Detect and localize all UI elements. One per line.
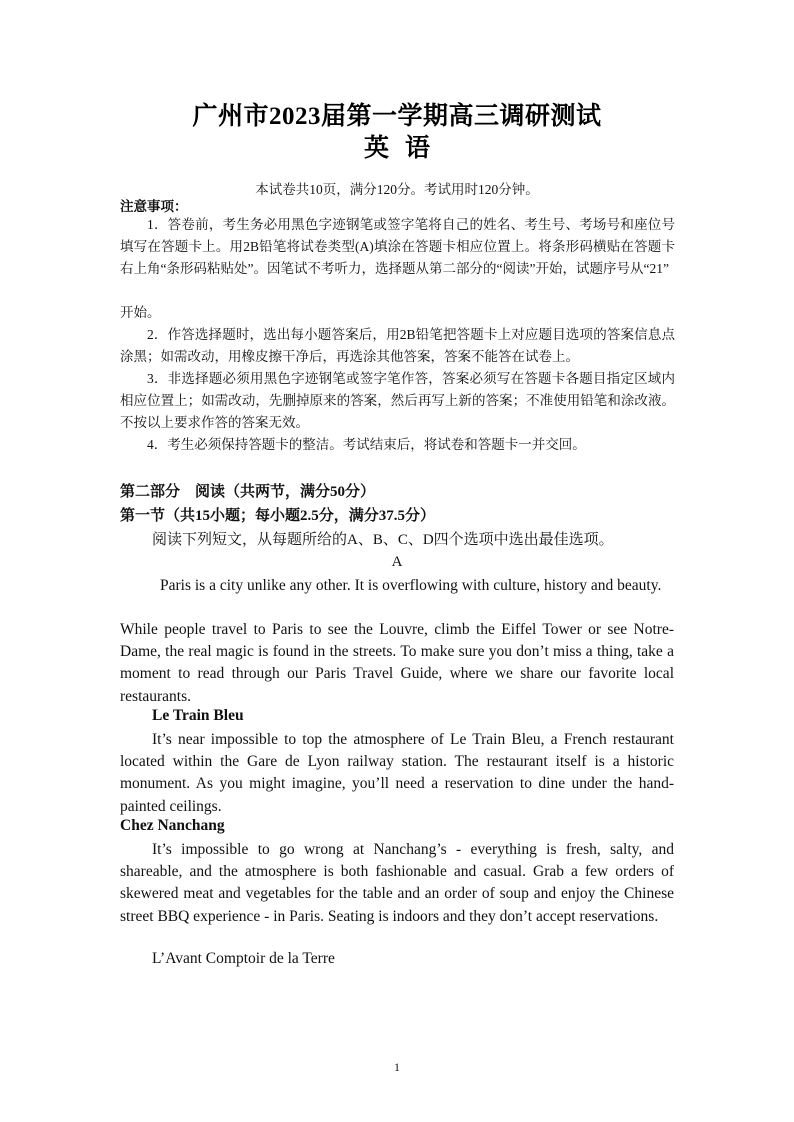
passage-intro-2: While people travel to Paris to see the Louvre, climb the Eiffel Tower or see Notre-Dame, the real magic is found in the streets. To make sure you don’t miss a thing, take a moment to read through our Paris Travel Guide, where we share our favorite local restaurants. [120, 621, 674, 705]
restaurant-2-name: Chez Nanchang [120, 817, 225, 834]
passage-letter: A [391, 554, 403, 570]
notice-item-2: 2．作答选择题时，选出每小题答案后，用2B铅笔把答题卡上对应题目选项的答案信息点涂黑；如需改动，用橡皮擦干净后，再选涂其他答案，答案不能答在试卷上。 [120, 327, 675, 364]
restaurant-1-name: Le Train Bleu [152, 707, 244, 724]
reading-direction: 阅读下列短文，从每题所给的A、B、C、D四个选项中选出最佳选项。 [152, 532, 614, 548]
part-heading: 第二部分 阅读（共两节，满分50分） [120, 484, 376, 500]
passage-intro-1: Paris is a city unlike any other. It is overflowing with culture, history and beauty. [160, 577, 662, 594]
notice-heading: 注意事项： [120, 199, 188, 214]
exam-subject: 英语 [363, 135, 446, 162]
notice-item-3: 3．非选择题必须用黑色字迹钢笔或签字笔作答，答案必须写在答题卡各题目指定区域内相应位置上；如需改动，先删掉原来的答案，然后再写上新的答案；不准使用铅笔和涂改液。不按以上要求作答的答案无效。 [120, 371, 675, 430]
notice-item-4: 4．考生必须保持答题卡的整洁。考试结束后，将试卷和答题卡一并交回。 [147, 437, 586, 452]
notice-item-1: 1．答卷前，考生务必用黑色字迹钢笔或签字笔将自己的姓名、考生号、考场号和座位号填写在答题卡上。用2B铅笔将试卷类型(A)填涂在答题卡相应位置上。将条形码横贴在答题卡右上角“条形码粘贴处”。因笔试不考听力，选择题从第二部分的“阅读”开始，试题序号从“21” [120, 217, 675, 276]
exam-title: 广州市2023届第一学期高三调研测试 [192, 103, 602, 130]
notice-item-1-end: 开始。 [120, 305, 161, 320]
exam-info: 本试卷共10页，满分120分。考试用时120分钟。 [255, 182, 539, 197]
restaurant-1-text: It’s near impossible to top the atmosphere of Le Train Bleu, a French restaurant located within the Gare de Lyon railway station. The restaurant itself is a historic monument. As you might imagine, you’ll need a reservation to dine under the hand-painted ceilings. [120, 731, 674, 815]
section-heading: 第一节（共15小题；每小题2.5分，满分37.5分） [120, 508, 436, 524]
page-number: 1 [394, 1060, 400, 1074]
restaurant-3-name: L’Avant Comptoir de la Terre [152, 950, 335, 967]
restaurant-2-text: It’s impossible to go wrong at Nanchang’s - everything is fresh, salty, and shareable, and the atmosphere is both fashionable and casual. Grab a few orders of skewered meat and vegetables for the table and an order of soup and enjoy the Chinese street BBQ experience - in Paris. Seating is indoors and they don’t accept reservations. [120, 841, 674, 925]
